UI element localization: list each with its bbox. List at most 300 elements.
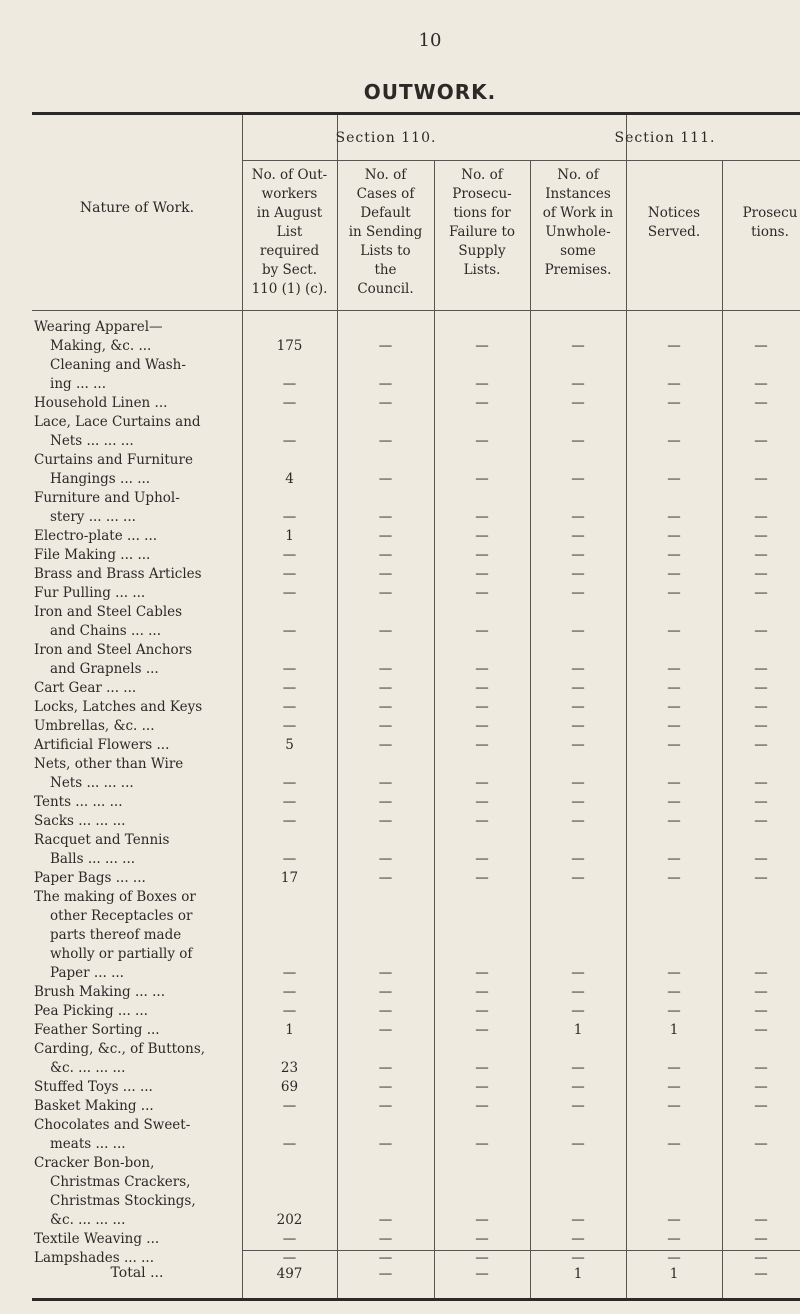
table-cell: —	[754, 376, 768, 392]
row-label	[34, 1021, 236, 1040]
table-cell: —	[282, 661, 297, 677]
row-label-line: Household Linen ...	[34, 395, 168, 411]
table-cell: —	[282, 585, 297, 601]
table-cell: —	[667, 585, 681, 601]
row-label-line: Hangings ... ...	[50, 471, 151, 487]
row-label-line: Umbrellas, &c. ...	[34, 718, 155, 734]
table-cell: —	[571, 775, 585, 791]
table-cell: —	[378, 471, 393, 487]
column-header-line: Premises.	[544, 262, 612, 278]
table-cell: —	[571, 794, 585, 810]
total-cell: 1	[669, 1266, 679, 1282]
table-cell: —	[754, 1079, 768, 1095]
table-cell: —	[282, 1098, 297, 1114]
table-cell: —	[282, 718, 297, 734]
column-header-line: Council.	[357, 281, 414, 297]
table-cell: —	[378, 870, 393, 886]
table-cell: —	[571, 984, 585, 1000]
column-header-line: Lists to	[360, 243, 411, 259]
row-label-line: Brass and Brass Articles	[34, 566, 202, 582]
row-label-line: &c. ... ... ...	[50, 1060, 126, 1076]
table-cell: —	[571, 813, 585, 829]
row-label	[34, 527, 236, 546]
column-header	[434, 166, 530, 280]
table-cell: —	[378, 1231, 393, 1247]
row-label-line: Nets ... ... ...	[50, 775, 134, 791]
table-cell: —	[282, 984, 297, 1000]
row-label-line: Chocolates and Sweet-	[34, 1117, 191, 1133]
column-header	[626, 204, 722, 242]
table-cell: —	[754, 528, 768, 544]
table-cell: —	[475, 1231, 489, 1247]
row-label-line: Nets ... ... ...	[50, 433, 134, 449]
table-cell: —	[475, 851, 489, 867]
row-label	[34, 679, 236, 698]
column-header-line: in Sending	[348, 224, 423, 240]
table-cell: —	[475, 376, 489, 392]
row-label-line: Iron and Steel Cables	[34, 604, 183, 620]
table-cell: —	[475, 661, 489, 677]
table-cell: —	[378, 794, 393, 810]
table-cell: —	[754, 680, 768, 696]
column-header-line: in August	[256, 205, 323, 221]
table-cell: —	[754, 737, 768, 753]
row-label-line: Feather Sorting ...	[34, 1022, 160, 1038]
table-cell: —	[571, 566, 585, 582]
table-cell: —	[667, 870, 681, 886]
row-label-line: and Grapnels ...	[50, 661, 159, 677]
nature-of-work-header: Nature of Work.	[79, 200, 195, 216]
table-cell: —	[378, 1136, 393, 1152]
row-label-line: Balls ... ... ...	[50, 851, 136, 867]
table-cell: —	[754, 471, 768, 487]
row-label-line: Wearing Apparel—	[34, 319, 163, 335]
row-label	[34, 1040, 236, 1078]
table-cell: —	[378, 699, 393, 715]
total-cell: —	[475, 1266, 489, 1282]
row-label	[34, 736, 236, 755]
row-label-line: Paper Bags ... ...	[34, 870, 146, 886]
section-heading: Section 110.	[335, 130, 437, 146]
row-label-line: meats ... ...	[50, 1136, 126, 1152]
table-cell: —	[667, 509, 681, 525]
table-cell: —	[378, 338, 393, 354]
table-cell: —	[754, 1250, 768, 1266]
table-cell: —	[754, 395, 768, 411]
table-cell: —	[667, 699, 681, 715]
row-label	[34, 489, 236, 527]
table-cell: —	[571, 623, 585, 639]
table-cell: —	[667, 680, 681, 696]
table-cell: —	[475, 813, 489, 829]
total-label: Total ...	[110, 1265, 164, 1281]
column-header-line: Instances	[545, 186, 611, 202]
table-cell: —	[475, 775, 489, 791]
table-cell: —	[754, 661, 768, 677]
table-cell: —	[754, 775, 768, 791]
table-cell: —	[571, 1250, 585, 1266]
row-label-line: Curtains and Furniture	[34, 452, 193, 468]
table-cell: —	[571, 737, 585, 753]
column-header-line: Notices	[647, 205, 701, 221]
table-cell: —	[475, 566, 489, 582]
column-header-line: workers	[261, 186, 318, 202]
table-bottom-rule	[32, 1298, 800, 1301]
table-cell: —	[378, 1060, 393, 1076]
row-label-line: Tents ... ... ...	[34, 794, 123, 810]
table-cell: —	[378, 1098, 393, 1114]
table-cell: —	[571, 585, 585, 601]
table-cell: —	[378, 1250, 393, 1266]
table-cell: —	[754, 547, 768, 563]
row-label	[34, 1002, 236, 1021]
table-cell: —	[754, 566, 768, 582]
row-label	[34, 888, 236, 983]
table-cell: —	[475, 680, 489, 696]
column-header-line: Prosecu	[742, 205, 798, 221]
table-cell: —	[378, 661, 393, 677]
table-cell: —	[571, 870, 585, 886]
table-cell: —	[667, 433, 681, 449]
table-cell: —	[667, 984, 681, 1000]
column-header-line: of Work in	[542, 205, 614, 221]
row-label-line: other Receptacles or	[50, 908, 193, 924]
table-cell: —	[754, 585, 768, 601]
row-label-line: Cracker Bon-bon,	[34, 1155, 155, 1171]
table-cell: —	[378, 509, 393, 525]
table-cell: —	[475, 870, 489, 886]
table-cell: —	[475, 737, 489, 753]
table-cell: —	[571, 661, 585, 677]
table-cell: —	[667, 623, 681, 639]
table-cell: —	[282, 680, 297, 696]
table-cell: —	[571, 338, 585, 354]
table-cell: —	[667, 1212, 681, 1228]
row-label-line: Making, &c. ...	[50, 338, 152, 354]
table-cell: —	[571, 699, 585, 715]
row-label-line: Carding, &c., of Buttons,	[34, 1041, 206, 1057]
row-label	[34, 793, 236, 812]
table-cell: —	[667, 547, 681, 563]
section-heading: Section 111.	[614, 130, 716, 146]
row-label	[34, 356, 236, 394]
row-label	[34, 1154, 236, 1230]
table-cell: —	[571, 509, 585, 525]
table-cell: —	[667, 471, 681, 487]
table-cell: —	[667, 851, 681, 867]
table-cell: —	[475, 718, 489, 734]
table-cell: —	[475, 984, 489, 1000]
table-cell: —	[378, 737, 393, 753]
column-header-line: Cases of	[356, 186, 415, 202]
table-cell: —	[754, 813, 768, 829]
table-cell: —	[378, 718, 393, 734]
table-cell: —	[667, 1231, 681, 1247]
row-label	[34, 1078, 236, 1097]
row-label-line: File Making ... ...	[34, 547, 151, 563]
table-cell: —	[378, 585, 393, 601]
table-cell: —	[282, 509, 297, 525]
row-label	[34, 413, 236, 451]
table-cell: —	[475, 1212, 489, 1228]
row-label-line: Iron and Steel Anchors	[34, 642, 193, 658]
column-header-line: Prosecu-	[452, 186, 512, 202]
table-cell: —	[571, 851, 585, 867]
row-label	[34, 812, 236, 831]
row-label	[34, 394, 236, 413]
table-cell: —	[378, 680, 393, 696]
row-label-line: Stuffed Toys ... ...	[34, 1079, 153, 1095]
row-label-line: Locks, Latches and Keys	[34, 699, 203, 715]
table-cell: 23	[280, 1060, 299, 1076]
column-header-line: Lists.	[463, 262, 501, 278]
table-cell: —	[378, 547, 393, 563]
table-cell: —	[475, 1079, 489, 1095]
column-header-line: No. of Out-	[251, 167, 328, 183]
column-header	[530, 166, 626, 280]
column-header-line: Served.	[647, 224, 701, 240]
table-cell: —	[754, 1212, 768, 1228]
table-cell: —	[571, 718, 585, 734]
column-header-line: List	[276, 224, 303, 240]
table-cell: 4	[285, 471, 294, 487]
column-header-line: Failure to	[448, 224, 516, 240]
row-label	[34, 451, 236, 489]
table-cell: —	[282, 623, 297, 639]
table-cell: 1	[285, 1022, 294, 1038]
row-label-line: and Chains ... ...	[50, 623, 162, 639]
table-cell: —	[475, 1022, 489, 1038]
table-cell: —	[571, 395, 585, 411]
table-cell: 69	[280, 1079, 299, 1095]
table-cell: —	[282, 794, 297, 810]
table-cell: —	[754, 623, 768, 639]
table-cell: —	[667, 965, 681, 981]
table-cell: —	[667, 1250, 681, 1266]
table-cell: —	[754, 794, 768, 810]
row-label	[34, 755, 236, 793]
table-cell: —	[475, 1003, 489, 1019]
table-cell: —	[282, 566, 297, 582]
table-cell: —	[378, 775, 393, 791]
table-cell: —	[571, 680, 585, 696]
table-cell: —	[754, 965, 768, 981]
table-cell: —	[475, 699, 489, 715]
table-cell: —	[571, 965, 585, 981]
column-header-line: Supply	[458, 243, 506, 259]
column-header	[722, 204, 800, 242]
row-label-line: stery ... ... ...	[50, 509, 136, 525]
table-cell: —	[754, 870, 768, 886]
table-cell: —	[754, 1231, 768, 1247]
row-label	[34, 603, 236, 641]
row-label-line: Artificial Flowers ...	[34, 737, 170, 753]
table-cell: —	[282, 395, 297, 411]
row-label-line: Christmas Stockings,	[50, 1193, 196, 1209]
row-label-line: The making of Boxes or	[34, 889, 196, 905]
table-cell: —	[667, 1098, 681, 1114]
table-cell: —	[378, 376, 393, 392]
table-cell: —	[475, 1136, 489, 1152]
table-cell: —	[667, 661, 681, 677]
row-label	[34, 584, 236, 603]
table-cell: —	[282, 699, 297, 715]
table-cell: —	[754, 699, 768, 715]
column-header-line: Unwhole-	[545, 224, 611, 240]
row-label-line: Cleaning and Wash-	[50, 357, 186, 373]
table-cell: —	[571, 547, 585, 563]
table-cell: —	[282, 547, 297, 563]
table-cell: 5	[285, 737, 294, 753]
table-cell: —	[754, 1136, 768, 1152]
row-label-line: &c. ... ... ...	[50, 1212, 126, 1228]
table-cell: —	[282, 1003, 297, 1019]
table-cell: —	[754, 338, 768, 354]
row-label	[34, 717, 236, 736]
row-label-line: Lampshades ... ...	[34, 1250, 155, 1266]
table-cell: —	[378, 566, 393, 582]
total-cell: 1	[573, 1266, 583, 1282]
table-cell: —	[378, 965, 393, 981]
table-cell: —	[475, 395, 489, 411]
table-cell: —	[282, 1136, 297, 1152]
table-cell: —	[667, 1003, 681, 1019]
row-label-line: Fur Pulling ... ...	[34, 585, 146, 601]
table-cell: —	[571, 528, 585, 544]
table-cell: 1	[669, 1022, 679, 1038]
table-cell: —	[571, 1079, 585, 1095]
table-cell: —	[378, 1003, 393, 1019]
row-label-line: Christmas Crackers,	[50, 1174, 191, 1190]
row-label-line: Lace, Lace Curtains and	[34, 414, 201, 430]
row-label-line: Basket Making ...	[34, 1098, 154, 1114]
table-cell: —	[667, 794, 681, 810]
table-cell: —	[754, 509, 768, 525]
table-cell: —	[475, 528, 489, 544]
table-cell: —	[378, 1022, 393, 1038]
table-cell: —	[378, 623, 393, 639]
column-header-line: tions for	[453, 205, 511, 221]
row-label-line: Pea Picking ... ...	[34, 1003, 148, 1019]
table-cell: —	[571, 1136, 585, 1152]
column-header-line: the	[374, 262, 397, 278]
table-cell: —	[571, 433, 585, 449]
table-cell: —	[282, 1231, 297, 1247]
row-label	[34, 831, 236, 869]
row-label	[34, 1116, 236, 1154]
table-cell: —	[282, 1250, 297, 1266]
table-cell: 1	[573, 1022, 583, 1038]
row-label-line: Cart Gear ... ...	[34, 680, 137, 696]
column-header-line: No. of	[461, 167, 503, 183]
page-number: 10	[418, 30, 442, 51]
table-cell: —	[282, 813, 297, 829]
table-cell: —	[667, 718, 681, 734]
table-cell: —	[571, 1060, 585, 1076]
column-header-line: No. of	[364, 167, 407, 183]
table-cell: —	[475, 1250, 489, 1266]
row-label	[34, 318, 236, 356]
table-cell: —	[667, 376, 681, 392]
row-label-line: Sacks ... ... ...	[34, 813, 126, 829]
table-cell: —	[475, 547, 489, 563]
row-label	[34, 641, 236, 679]
table-cell: —	[378, 433, 393, 449]
total-cell: —	[754, 1266, 768, 1282]
total-cell: —	[378, 1266, 393, 1282]
table-cell: —	[282, 965, 297, 981]
row-label	[34, 546, 236, 565]
table-cell: —	[667, 1079, 681, 1095]
row-label-line: Paper ... ...	[50, 965, 124, 981]
table-cell: —	[754, 433, 768, 449]
table-cell: —	[754, 1003, 768, 1019]
table-cell: —	[475, 585, 489, 601]
table-cell: —	[571, 471, 585, 487]
row-label-line: parts thereof made	[50, 927, 182, 943]
table-cell: —	[282, 851, 297, 867]
table-cell: —	[571, 1231, 585, 1247]
column-header	[337, 166, 434, 299]
row-label	[34, 565, 236, 584]
column-header-line: Default	[360, 205, 411, 221]
column-header-line: required	[259, 243, 320, 259]
table-cell: —	[378, 851, 393, 867]
row-label-line: Electro-plate ... ...	[34, 528, 158, 544]
table-cell: —	[378, 395, 393, 411]
table-cell: —	[571, 1003, 585, 1019]
row-label-line: Furniture and Uphol-	[34, 490, 180, 506]
table-cell: 202	[276, 1212, 303, 1228]
table-cell: —	[571, 1212, 585, 1228]
table-cell: —	[754, 1022, 768, 1038]
table-cell: —	[378, 528, 393, 544]
table-cell: —	[475, 623, 489, 639]
table-cell: —	[475, 509, 489, 525]
column-header-line: tions.	[751, 224, 789, 240]
row-label	[34, 869, 236, 888]
table-cell: —	[667, 528, 681, 544]
row-label	[34, 983, 236, 1002]
table-cell: 175	[276, 338, 303, 354]
table-cell: —	[754, 1060, 768, 1076]
table-cell: —	[475, 794, 489, 810]
table-cell: —	[667, 338, 681, 354]
table-cell: —	[571, 1098, 585, 1114]
row-label	[34, 698, 236, 717]
table-cell: —	[475, 1098, 489, 1114]
table-cell: —	[667, 566, 681, 582]
column-header-line: by Sect.	[261, 262, 318, 278]
table-cell: —	[754, 851, 768, 867]
row-label-line: Textile Weaving ...	[34, 1231, 160, 1247]
table-cell: —	[667, 775, 681, 791]
table-cell: —	[475, 471, 489, 487]
table-cell: —	[667, 395, 681, 411]
table-cell: —	[754, 1098, 768, 1114]
table-cell: —	[667, 737, 681, 753]
table-cell: —	[475, 965, 489, 981]
table-cell: —	[282, 376, 297, 392]
table-cell: —	[378, 1079, 393, 1095]
page-title: OUTWORK.	[363, 80, 497, 104]
table-cell: —	[475, 433, 489, 449]
column-header-line: 110 (1) (c).	[251, 281, 328, 297]
column-header-line: No. of	[557, 167, 599, 183]
row-label	[34, 1097, 236, 1116]
total-cell: 497	[276, 1266, 303, 1282]
row-label	[34, 1230, 236, 1249]
